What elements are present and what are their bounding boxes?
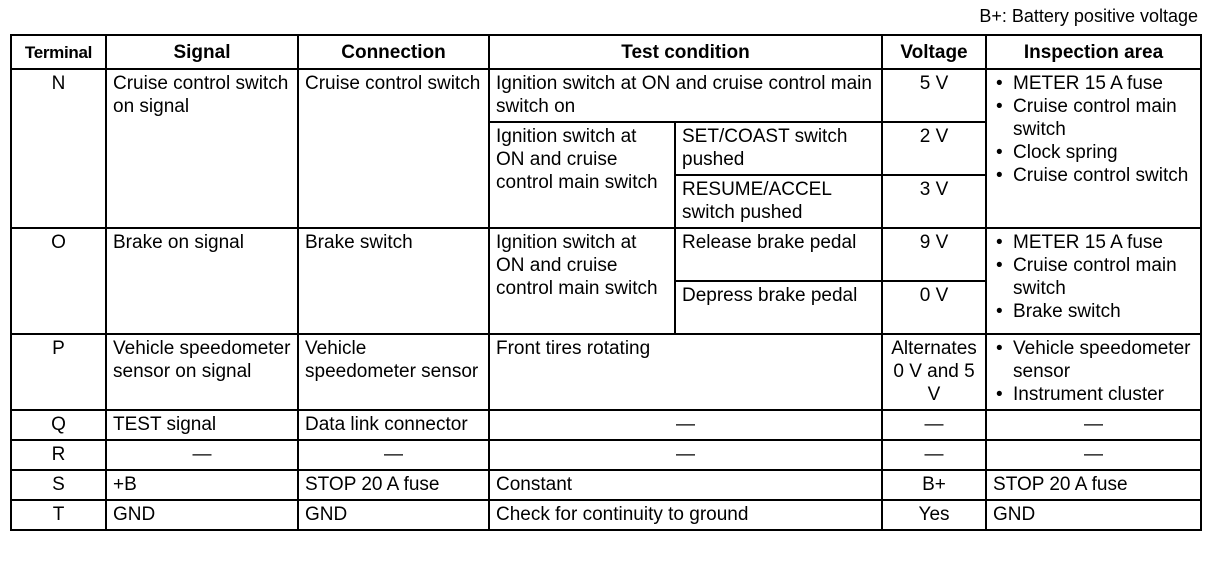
voltage-cell: Alternates 0 V and 5 V [882, 334, 986, 410]
inspection-item: • Cruise control switch [993, 164, 1194, 187]
header-signal: Signal [106, 35, 298, 69]
voltage-cell: B+ [882, 470, 986, 500]
signal-cell: — [106, 440, 298, 470]
voltage-cell: 2 V [882, 122, 986, 175]
test-condition-cell: Ignition switch at ON and cruise control main switch on [489, 69, 882, 122]
connection-cell: Brake switch [298, 228, 489, 334]
header-test-condition: Test condition [489, 35, 882, 69]
signal-cell: GND [106, 500, 298, 530]
inspection-area-cell [986, 334, 1201, 410]
signal-cell: TEST signal [106, 410, 298, 440]
terminal-cell: R [11, 440, 106, 470]
inspection-item: • Cruise control main switch [993, 95, 1194, 141]
test-condition-cell: Front tires rotating [489, 334, 882, 410]
inspection-item: • Vehicle speedometer sensor [993, 337, 1194, 383]
voltage-cell: 5 V [882, 69, 986, 122]
inspection-area-cell: GND [986, 500, 1201, 530]
terminal-cell: S [11, 470, 106, 500]
voltage-cell: — [882, 440, 986, 470]
table-row [11, 410, 1201, 440]
signal-cell: Vehicle speedometer sensor on signal [106, 334, 298, 410]
test-condition-cell: — [489, 440, 882, 470]
table-row [11, 440, 1201, 470]
inspection-area-cell [986, 69, 1201, 228]
inspection-area-cell: STOP 20 A fuse [986, 470, 1201, 500]
header-terminal: Terminal [11, 35, 106, 69]
test-condition-cell: — [489, 410, 882, 440]
connection-cell: Vehicle speedometer sensor [298, 334, 489, 410]
test-condition-group-cell: Ignition switch at ON and cruise control main switch [489, 122, 675, 228]
test-subcondition-cell: RESUME/ACCEL switch pushed [675, 175, 882, 228]
inspection-area-cell [986, 228, 1201, 334]
voltage-cell: 0 V [882, 281, 986, 334]
inspection-item: • METER 15 A fuse [993, 72, 1194, 95]
voltage-cell: — [882, 410, 986, 440]
inspection-item: • Cruise control main switch [993, 254, 1194, 300]
inspection-area-cell: — [986, 410, 1201, 440]
terminal-inspection-table [10, 34, 1202, 531]
voltage-legend-note: B+: Battery positive voltage [979, 6, 1198, 26]
header-connection: Connection [298, 35, 489, 69]
test-subcondition-cell: SET/COAST switch pushed [675, 122, 882, 175]
voltage-cell: Yes [882, 500, 986, 530]
inspection-area-cell: — [986, 440, 1201, 470]
connection-cell: STOP 20 A fuse [298, 470, 489, 500]
header-voltage: Voltage [882, 35, 986, 69]
test-condition-group-cell: Ignition switch at ON and cruise control main switch [489, 228, 675, 334]
signal-cell: Cruise control switch on signal [106, 69, 298, 228]
signal-cell: Brake on signal [106, 228, 298, 334]
table-row [11, 228, 1201, 281]
test-subcondition-cell: Depress brake pedal [675, 281, 882, 334]
table-row [11, 69, 1201, 122]
inspection-item: • Clock spring [993, 141, 1194, 164]
voltage-cell: 9 V [882, 228, 986, 281]
table-row [11, 334, 1201, 410]
connection-cell: Cruise control switch [298, 69, 489, 228]
connection-cell: — [298, 440, 489, 470]
connection-cell: GND [298, 500, 489, 530]
terminal-cell: T [11, 500, 106, 530]
terminal-cell: O [11, 228, 106, 334]
signal-cell: +B [106, 470, 298, 500]
header-inspection-area: Inspection area [986, 35, 1201, 69]
voltage-cell: 3 V [882, 175, 986, 228]
test-condition-cell: Check for continuity to ground [489, 500, 882, 530]
connection-cell: Data link connector [298, 410, 489, 440]
table-row [11, 500, 1201, 530]
table-row [11, 470, 1201, 500]
terminal-cell: N [11, 69, 106, 228]
terminal-cell: P [11, 334, 106, 410]
terminal-cell: Q [11, 410, 106, 440]
test-subcondition-cell: Release brake pedal [675, 228, 882, 281]
inspection-item: • Brake switch [993, 300, 1194, 323]
inspection-item: • Instrument cluster [993, 383, 1194, 406]
header-row [11, 35, 1201, 69]
inspection-item: • METER 15 A fuse [993, 231, 1194, 254]
test-condition-cell: Constant [489, 470, 882, 500]
